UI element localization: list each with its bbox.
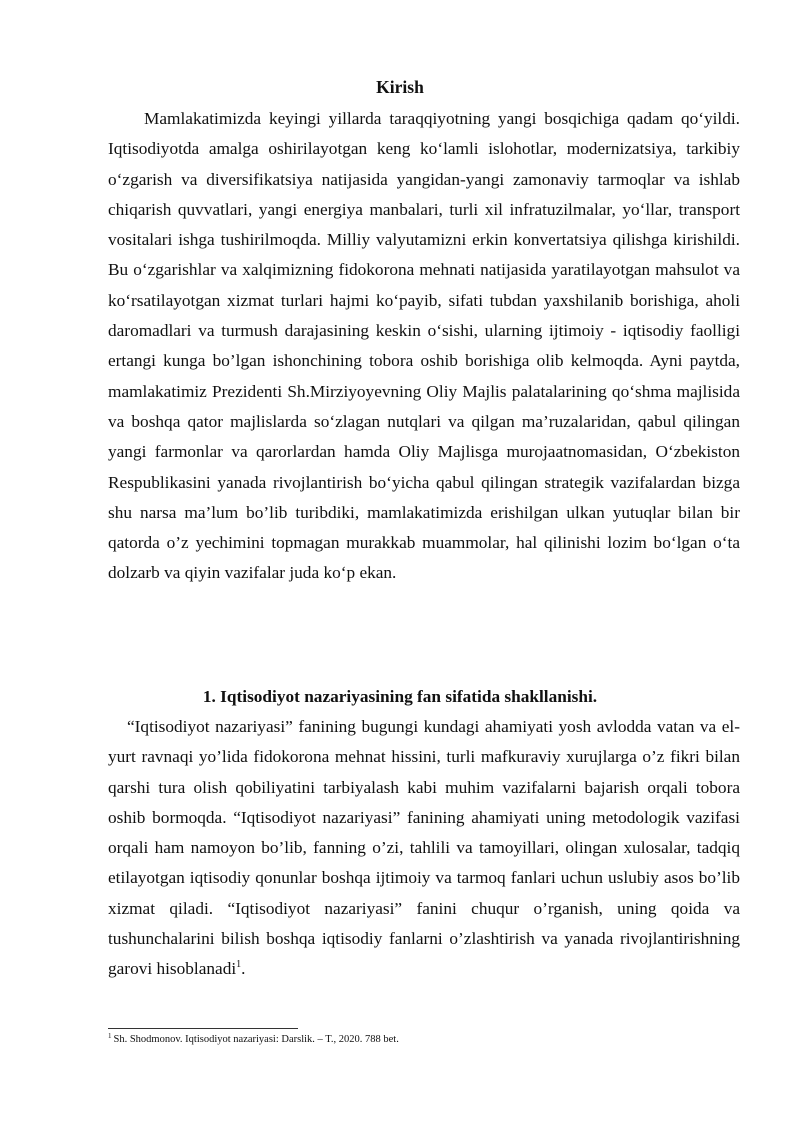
section-paragraph-text: “Iqtisodiyot nazariyasi” fanining bugungi kundagi ahamiyati yosh avlodda vatan va el-yurt ravnaqi yo’lida fidokorona mehnat hissini, turli mafkuraviy xurujlarga o’z fikri bilan qarshi tura olish qobiliyatini tarbiyalash kabi muhim vazifalarni bajarish orqali tobora oshib bormoqda. “Iqtisodiyot nazariyasi” fanining ahamiyati uning metodologik vazifasi orqali ham namoyon bo’lib, fanning o’zi, tahlili va tamoyillari, olingan xulosalar, tadqiq etilayotgan iqtisodiy qonunlar boshqa ijtimoiy va tarmoq fanlari uchun uslubiy asos bo’lib xizmat qiladi. “Iqtisodiyot nazariyasi” fanini chuqur o’rganish, uning qoida va tushunchalarini bilish boshqa iqtisodiy fanlarni o’zlashtirish va yanada rivojlantirishning garovi hisoblanadi [108, 717, 740, 979]
page-title: Kirish [376, 77, 424, 97]
footnote-marker: 1 [108, 1031, 112, 1040]
footnote-separator [108, 1028, 298, 1029]
footnote-reference[interactable]: 1 [236, 959, 242, 971]
footnote-text: Sh. Shodmonov. Iqtisodiyot nazariyasi: Darslik. – T., 2020. 788 bet. [113, 1034, 399, 1045]
footnote [108, 1033, 740, 1046]
section-paragraph: “Iqtisodiyot nazariyasi” fanining bugungi kundagi ahamiyati yosh avlodda vatan va el-yurt ravnaqi yo’lida fidokorona mehnat hissini, turli mafkuraviy xurujlarga o’z fikri bilan qarshi tura olish qobiliyatini tarbiyalash kabi muhim vazifalarni bajarish orqali tobora oshib bormoqda. “Iqtisodiyot nazariyasi” fanining ahamiyati uning metodologik vazifasi orqali ham namoyon bo’lib, fanning o’zi, tahlili va tamoyillari, olingan xulosalar, tadqiq etilayotgan iqtisodiy qonunlar boshqa ijtimoiy va tarmoq fanlari uchun uslubiy asos bo’lib xizmat qiladi. “Iqtisodiyot nazariyasi” fanini chuqur o’rganish, uning qoida va tushunchalarini bilish boshqa iqtisodiy fanlarni o’zlashtirish va yanada rivojlantirishning garovi hisoblanadi$^1$. [108, 717, 740, 979]
section-heading: 1. Iqtisodiyot nazariyasining fan sifatida shakllanishi. [202, 687, 598, 706]
intro-paragraph: Mamlakatimizda keyingi yillarda taraqqiyotning yangi bosqichiga qadam qo‘yildi. Iqtisodiyotda amalga oshirilayotgan keng ko‘lamli islohotlar, modernizatsiya, tarkibiy o‘zgarish va diversifikatsiya natijasida yangidan-yangi zamonaviy tarmoqlar va ishlab chiqarish quvvatlari, yangi energiya manbalari, turli xil infratuzilmalar, yo‘llar, transport vositalari ishga tushirilmoqda. Milliy valyutamizni erkin konvertatsiya qilishga kirishildi. Bu o‘zgarishlar va xalqimizning fidokorona mehnati natijasida yaratilayotgan mahsulot va ko‘rsatilayotgan xizmat turlari hajmi ko‘payib, sifati tubdan yaxshilanib borishiga, aholi daromadlari va turmush darajasining keskin o‘sishi, ularning ijtimoiy - iqtisodiy faolligi ertangi kunga bo’lgan ishonchining tobora oshib borishiga olib kelmoqda. Ayni paytda, mamlakatimiz Prezidenti Sh.Mirziyoyevning Oliy Majlis palatalarining qo‘shma majlisida va boshqa qator majlislarda so‘zlagan nutqlari va qilgan ma’ruzalaridan, qabul qilingan yangi farmonlar va qarorlardan hamda Oliy Majlisga murojaatnomasidan, O‘zbekiston Respublikasini yanada rivojlantirish bo‘yicha qabul qilingan strategik vazifalardan bizga shu narsa ma’lum bo’lib turibdiki, mamlakatimizda erishilgan ulkan yutuqlar bilan bir qatorda o’z yechimini topmagan murakkab muammolar, hal qilinishi lozim bo‘lgan o‘ta dolzarb va qiyin vazifalar juda ko‘p ekan. [108, 109, 740, 583]
